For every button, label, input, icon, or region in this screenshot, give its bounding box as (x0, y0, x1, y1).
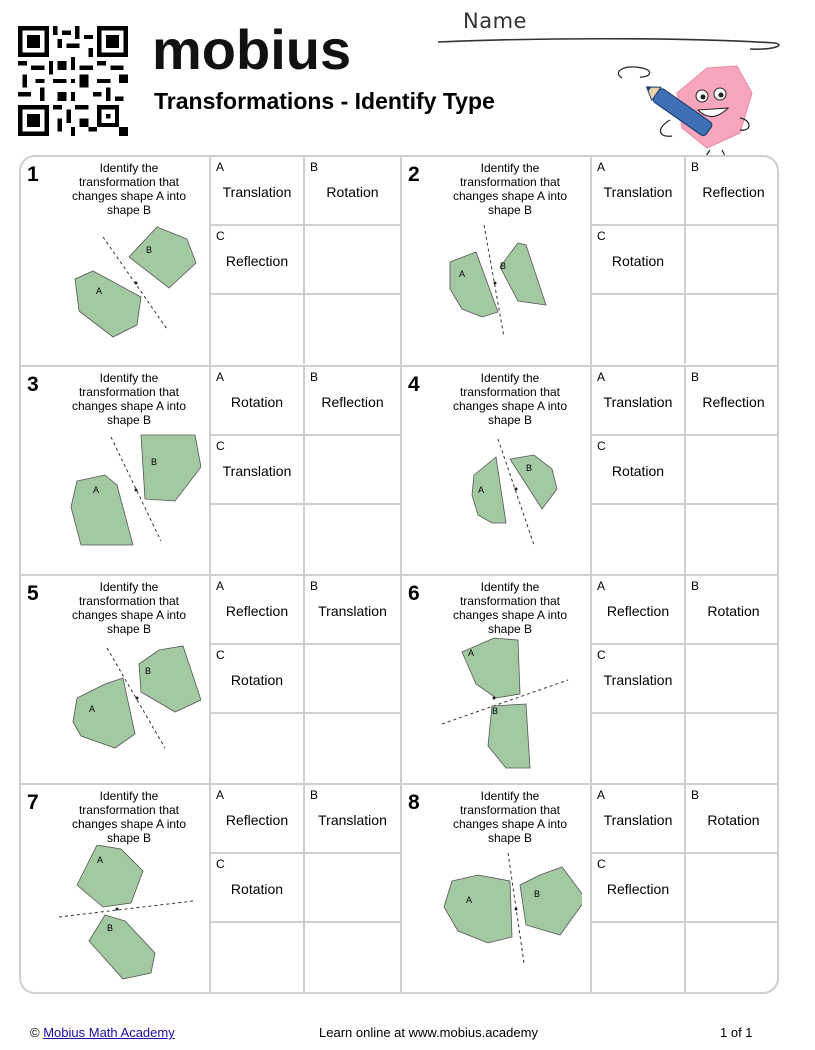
question-number: 4 (408, 373, 420, 396)
option-letter: B (691, 579, 700, 593)
option-letter: B (310, 370, 319, 384)
answer-option[interactable] (211, 576, 305, 645)
option-letter: C (216, 857, 225, 871)
name-line (430, 28, 785, 58)
question-number: 2 (408, 163, 420, 186)
question-1 (21, 157, 400, 366)
empty-cell (305, 714, 400, 783)
shape-a-label: A (97, 855, 104, 865)
answer-option[interactable] (592, 157, 686, 226)
answer-option[interactable] (211, 436, 305, 505)
option-letter: A (597, 788, 606, 802)
option-text: Translation (603, 394, 673, 410)
question-panel (402, 157, 592, 366)
empty-cell (305, 295, 400, 364)
option-letter: A (216, 160, 225, 174)
question-prompt: Identify the transformation that changes shape A into shape B (452, 789, 568, 845)
shape-b-label: B (146, 245, 153, 255)
option-letter: A (216, 370, 225, 384)
empty-cell (305, 436, 400, 505)
option-text: Reflection (321, 394, 384, 410)
option-text: Reflection (606, 603, 670, 619)
question-8 (402, 785, 779, 994)
empty-cell (305, 505, 400, 574)
option-letter: A (597, 160, 606, 174)
option-letter: C (597, 439, 606, 453)
question-number: 1 (27, 163, 39, 186)
option-letter: A (216, 579, 225, 593)
answer-option[interactable] (305, 785, 400, 854)
empty-cell (592, 923, 686, 992)
answer-option[interactable] (686, 576, 779, 645)
empty-cell (686, 923, 779, 992)
option-letter: B (691, 160, 700, 174)
question-prompt: Identify the transformation that changes shape A into shape B (71, 371, 187, 427)
answer-option[interactable] (211, 157, 305, 226)
option-text: Rotation (707, 603, 760, 619)
option-letter: A (597, 579, 606, 593)
question-number: 7 (27, 791, 39, 814)
question-prompt: Identify the transformation that changes shape A into shape B (71, 789, 187, 845)
shape-b-label: B (107, 923, 114, 933)
answer-option[interactable] (211, 854, 305, 923)
footer-learn-online: Learn online at www.mobius.academy (319, 1025, 538, 1040)
option-text: Translation (603, 812, 673, 828)
option-text: Rotation (326, 184, 379, 200)
empty-cell (305, 226, 400, 295)
empty-cell (686, 295, 779, 364)
qr-code (18, 26, 128, 136)
shape-b (89, 915, 155, 979)
option-text: Rotation (230, 394, 284, 410)
shape-b (520, 867, 582, 935)
page-title: Transformations - Identify Type (154, 88, 495, 114)
option-text: Translation (222, 184, 292, 200)
transformation-figure (422, 845, 582, 990)
empty-cell (305, 854, 400, 923)
option-text: Reflection (225, 812, 289, 828)
shape-b-label: B (492, 706, 499, 716)
shape-b-label: B (526, 463, 533, 473)
worksheet-grid (19, 155, 779, 994)
empty-cell (686, 226, 779, 295)
question-2 (402, 157, 779, 366)
option-letter: A (597, 370, 606, 384)
answer-option[interactable] (211, 645, 305, 714)
empty-cell (211, 505, 305, 574)
copyright-symbol: © (30, 1025, 40, 1040)
option-letter: B (310, 788, 319, 802)
transformation-figure (41, 636, 201, 781)
question-panel (402, 367, 592, 576)
shape-b-label: B (500, 261, 507, 271)
question-4 (402, 367, 779, 576)
answer-option[interactable] (592, 854, 686, 923)
shape-a-label: A (466, 895, 473, 905)
shape-a-label: A (93, 485, 100, 495)
shape-b (141, 435, 201, 501)
empty-cell (211, 295, 305, 364)
question-panel (402, 576, 592, 785)
answer-option[interactable] (592, 645, 686, 714)
question-panel (21, 157, 211, 366)
page-number: 1 of 1 (720, 1025, 753, 1040)
shape-b-label: B (145, 666, 152, 676)
option-text: Translation (318, 812, 387, 828)
question-number: 8 (408, 791, 420, 814)
option-letter: C (597, 229, 606, 243)
shape-a-label: A (459, 269, 466, 279)
option-text: Rotation (611, 253, 665, 269)
empty-cell (686, 714, 779, 783)
answer-option[interactable] (592, 576, 686, 645)
question-6 (402, 576, 779, 785)
option-text: Reflection (225, 603, 289, 619)
shape-a (71, 475, 133, 545)
footer-academy-link[interactable]: Mobius Math Academy (43, 1025, 175, 1040)
empty-cell (686, 645, 779, 714)
option-letter: B (310, 579, 319, 593)
name-label: Name (463, 9, 527, 33)
answer-option[interactable] (592, 785, 686, 854)
shape-a (77, 845, 143, 907)
shape-b-label: B (534, 889, 541, 899)
option-text: Reflection (702, 394, 765, 410)
empty-cell (305, 923, 400, 992)
transformation-figure (422, 217, 582, 362)
question-panel (21, 367, 211, 576)
question-5 (21, 576, 400, 785)
answer-option[interactable] (592, 436, 686, 505)
question-panel (21, 785, 211, 994)
option-letter: C (216, 229, 225, 243)
option-letter: B (310, 160, 319, 174)
shape-a-label: A (468, 648, 475, 658)
shape-a-label: A (89, 704, 96, 714)
answer-option[interactable] (592, 226, 686, 295)
question-prompt: Identify the transformation that changes shape A into shape B (452, 580, 568, 636)
answer-option[interactable] (305, 367, 400, 436)
option-letter: C (216, 439, 225, 453)
answer-option[interactable] (686, 785, 779, 854)
empty-cell (686, 505, 779, 574)
answer-option[interactable] (211, 367, 305, 436)
transformation-figure (422, 636, 582, 781)
question-prompt: Identify the transformation that changes shape A into shape B (71, 161, 187, 217)
option-text: Rotation (707, 812, 760, 828)
shape-a-label: A (478, 485, 485, 495)
shape-a (444, 875, 512, 943)
option-text: Translation (222, 463, 292, 479)
transformation-figure (41, 845, 201, 990)
shape-b (500, 243, 546, 305)
shape-a (462, 638, 520, 698)
question-number: 6 (408, 582, 420, 605)
question-prompt: Identify the transformation that changes shape A into shape B (452, 161, 568, 217)
transformation-figure (422, 427, 582, 572)
empty-cell (592, 714, 686, 783)
option-text: Translation (603, 672, 673, 688)
mascot-illustration (612, 58, 762, 158)
answer-option[interactable] (305, 157, 400, 226)
empty-cell (686, 854, 779, 923)
option-letter: C (216, 648, 225, 662)
option-letter: B (691, 370, 700, 384)
option-text: Reflection (225, 253, 289, 269)
answer-option[interactable] (592, 367, 686, 436)
answer-option[interactable] (211, 785, 305, 854)
question-panel (402, 785, 592, 994)
mobius-logo (152, 18, 357, 80)
question-prompt: Identify the transformation that changes shape A into shape B (452, 371, 568, 427)
answer-option[interactable] (686, 157, 779, 226)
answer-option[interactable] (211, 226, 305, 295)
shape-b (139, 646, 201, 712)
option-letter: C (597, 648, 606, 662)
footer-copyright (30, 1025, 175, 1040)
shape-a (73, 678, 135, 748)
question-7 (21, 785, 400, 994)
option-text: Translation (603, 184, 673, 200)
question-panel (21, 576, 211, 785)
answer-option[interactable] (305, 576, 400, 645)
option-text: Rotation (611, 463, 665, 479)
empty-cell (592, 295, 686, 364)
question-3 (21, 367, 400, 576)
option-letter: B (691, 788, 700, 802)
empty-cell (305, 645, 400, 714)
answer-option[interactable] (686, 367, 779, 436)
option-text: Reflection (702, 184, 765, 200)
option-text: Reflection (606, 881, 670, 897)
option-letter: C (597, 857, 606, 871)
shape-b (510, 455, 557, 509)
empty-cell (211, 714, 305, 783)
transformation-figure (41, 217, 201, 362)
transformation-figure (41, 427, 201, 572)
option-text: Translation (318, 603, 387, 619)
empty-cell (686, 436, 779, 505)
logo-text: mobius (152, 18, 352, 80)
question-prompt: Identify the transformation that changes shape A into shape B (71, 580, 187, 636)
shape-b (129, 227, 196, 288)
shape-b-label: B (151, 457, 158, 467)
option-text: Rotation (230, 881, 284, 897)
question-number: 5 (27, 582, 39, 605)
option-text: Rotation (230, 672, 284, 688)
shape-a (75, 271, 141, 337)
question-number: 3 (27, 373, 39, 396)
shape-a-label: A (96, 286, 103, 296)
empty-cell (211, 923, 305, 992)
option-letter: A (216, 788, 225, 802)
empty-cell (592, 505, 686, 574)
